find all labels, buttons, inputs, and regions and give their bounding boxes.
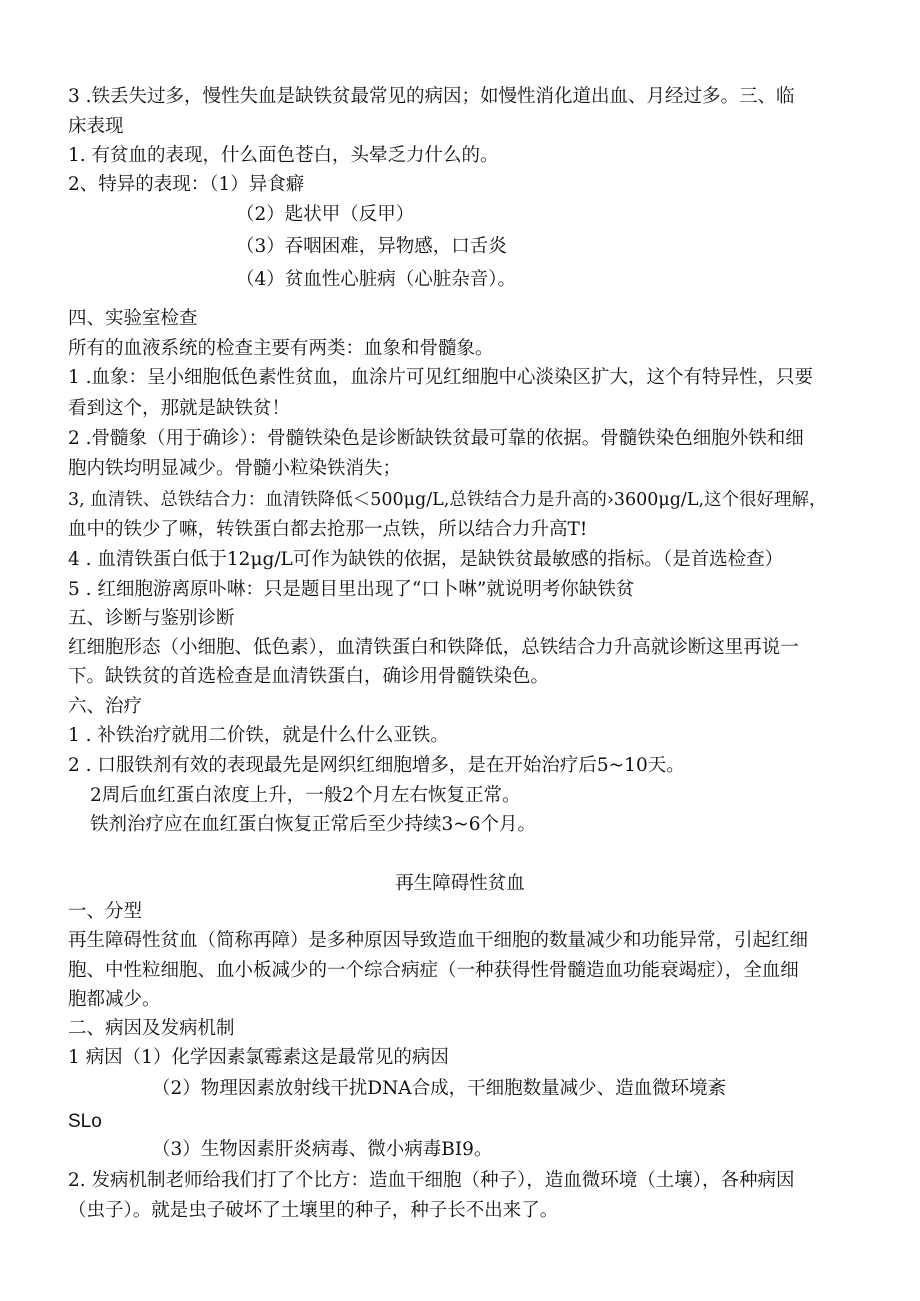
text-line: 下。缺铁贫的首选检查是血清铁蛋白，确诊用骨髓铁染色。 (68, 666, 550, 687)
text-line: （3）生物因素肝炎病毒、微小病毒BI9。 (152, 1139, 493, 1160)
text-line: 床表现 (68, 116, 124, 137)
text-line: 血中的铁少了嘛，转铁蛋白都去抢那一点铁，所以结合力升高T! (68, 519, 588, 540)
text-line: 胞内铁均明显减少。骨髓小粒染铁消失； (68, 458, 402, 479)
text-line: （4）贫血性心脏病（心脏杂音）。 (236, 269, 517, 290)
text-line: 3 .铁丢失过多，慢性失血是缺铁贫最常见的病因；如慢性消化道出血、月经过多。三、临 (68, 86, 795, 107)
section-heading: 六、治疗 (68, 696, 143, 717)
text-line: （2）物理因素放射线干扰DNA合成，干细胞数量减少、造血微环境紊 (152, 1078, 727, 1099)
text-line: 1. 有贫血的表现，什么面色苍白，头晕乏力什么的。 (68, 145, 499, 166)
text-line: 1 . 补铁治疗就用二价铁，就是什么什么亚铁。 (68, 725, 449, 746)
text-line: 胞、中性粒细胞、血小板减少的一个综合病症（一种获得性骨髓造血功能衰竭症），全血细 (68, 960, 799, 981)
section-heading: 四、实验室检查 (68, 308, 198, 329)
text-line: 2 .骨髓象（用于确诊）：骨髓铁染色是诊断缺铁贫最可靠的依据。骨髓铁染色细胞外铁和细 (68, 428, 804, 449)
text-line: 5 . 红细胞游离原卟啉：只是题目里出现了“口卜啉”就说明考你缺铁贫 (68, 579, 635, 600)
text-line: （3）吞咽困难，异物感，口舌炎 (236, 236, 507, 257)
text-line: 3, 血清铁、总铁结合力：血清铁降低＜500μg/L,总铁结合力是升高的›3600μg/L,这个很好理解， (68, 490, 827, 510)
section-heading: 五、诊断与鉴别诊断 (68, 608, 235, 629)
text-line: SLo (68, 1111, 102, 1132)
text-line: 2 . 口服铁剂有效的表现最先是网织红细胞增多，是在开始治疗后5~10天。 (68, 755, 685, 776)
text-line: 2周后血红蛋白浓度上升，一般2个月左右恢复正常。 (90, 785, 521, 806)
text-line: 2. 发病机制老师给我们打了个比方：造血干细胞（种子），造血微环境（土壤），各种病因 (68, 1170, 795, 1191)
text-line: （虫子）。就是虫子破坏了土壤里的种子，种子长不出来了。 (68, 1200, 559, 1221)
text-line: 4 . 血清铁蛋白低于12μg/L可作为缺铁的依据，是缺铁贫最敏感的指标。（是首选检查） (68, 549, 784, 570)
text-line: （2）匙状甲（反甲） (236, 204, 415, 225)
chapter-title: 再生障碍性贫血 (395, 873, 525, 894)
text-line: 所有的血液系统的检查主要有两类：血象和骨髓象。 (68, 338, 494, 359)
text-line: 2、特异的表现：（1）异食癖 (68, 174, 305, 195)
text-line: 铁剂治疗应在血红蛋白恢复正常后至少持续3~6个月。 (90, 814, 537, 835)
text-line: 1 病因（1）化学因素氯霉素这是最常见的病因 (68, 1047, 449, 1068)
text-line: 看到这个，那就是缺铁贫！ (68, 398, 291, 419)
text-line: 再生障碍性贫血（简称再障）是多种原因导致造血干细胞的数量减少和功能异常，引起红细 (68, 930, 809, 951)
text-line: 1 .血象：呈小细胞低色素性贫血，血涂片可见红细胞中心淡染区扩大，这个有特异性，只要 (68, 367, 814, 388)
text-line: 胞都减少。 (68, 989, 161, 1010)
section-heading: 一、分型 (68, 901, 143, 922)
text-line: 红细胞形态（小细胞、低色素），血清铁蛋白和铁降低，总铁结合力升高就诊断这里再说一 (68, 637, 799, 658)
section-heading: 二、病因及发病机制 (68, 1018, 235, 1039)
